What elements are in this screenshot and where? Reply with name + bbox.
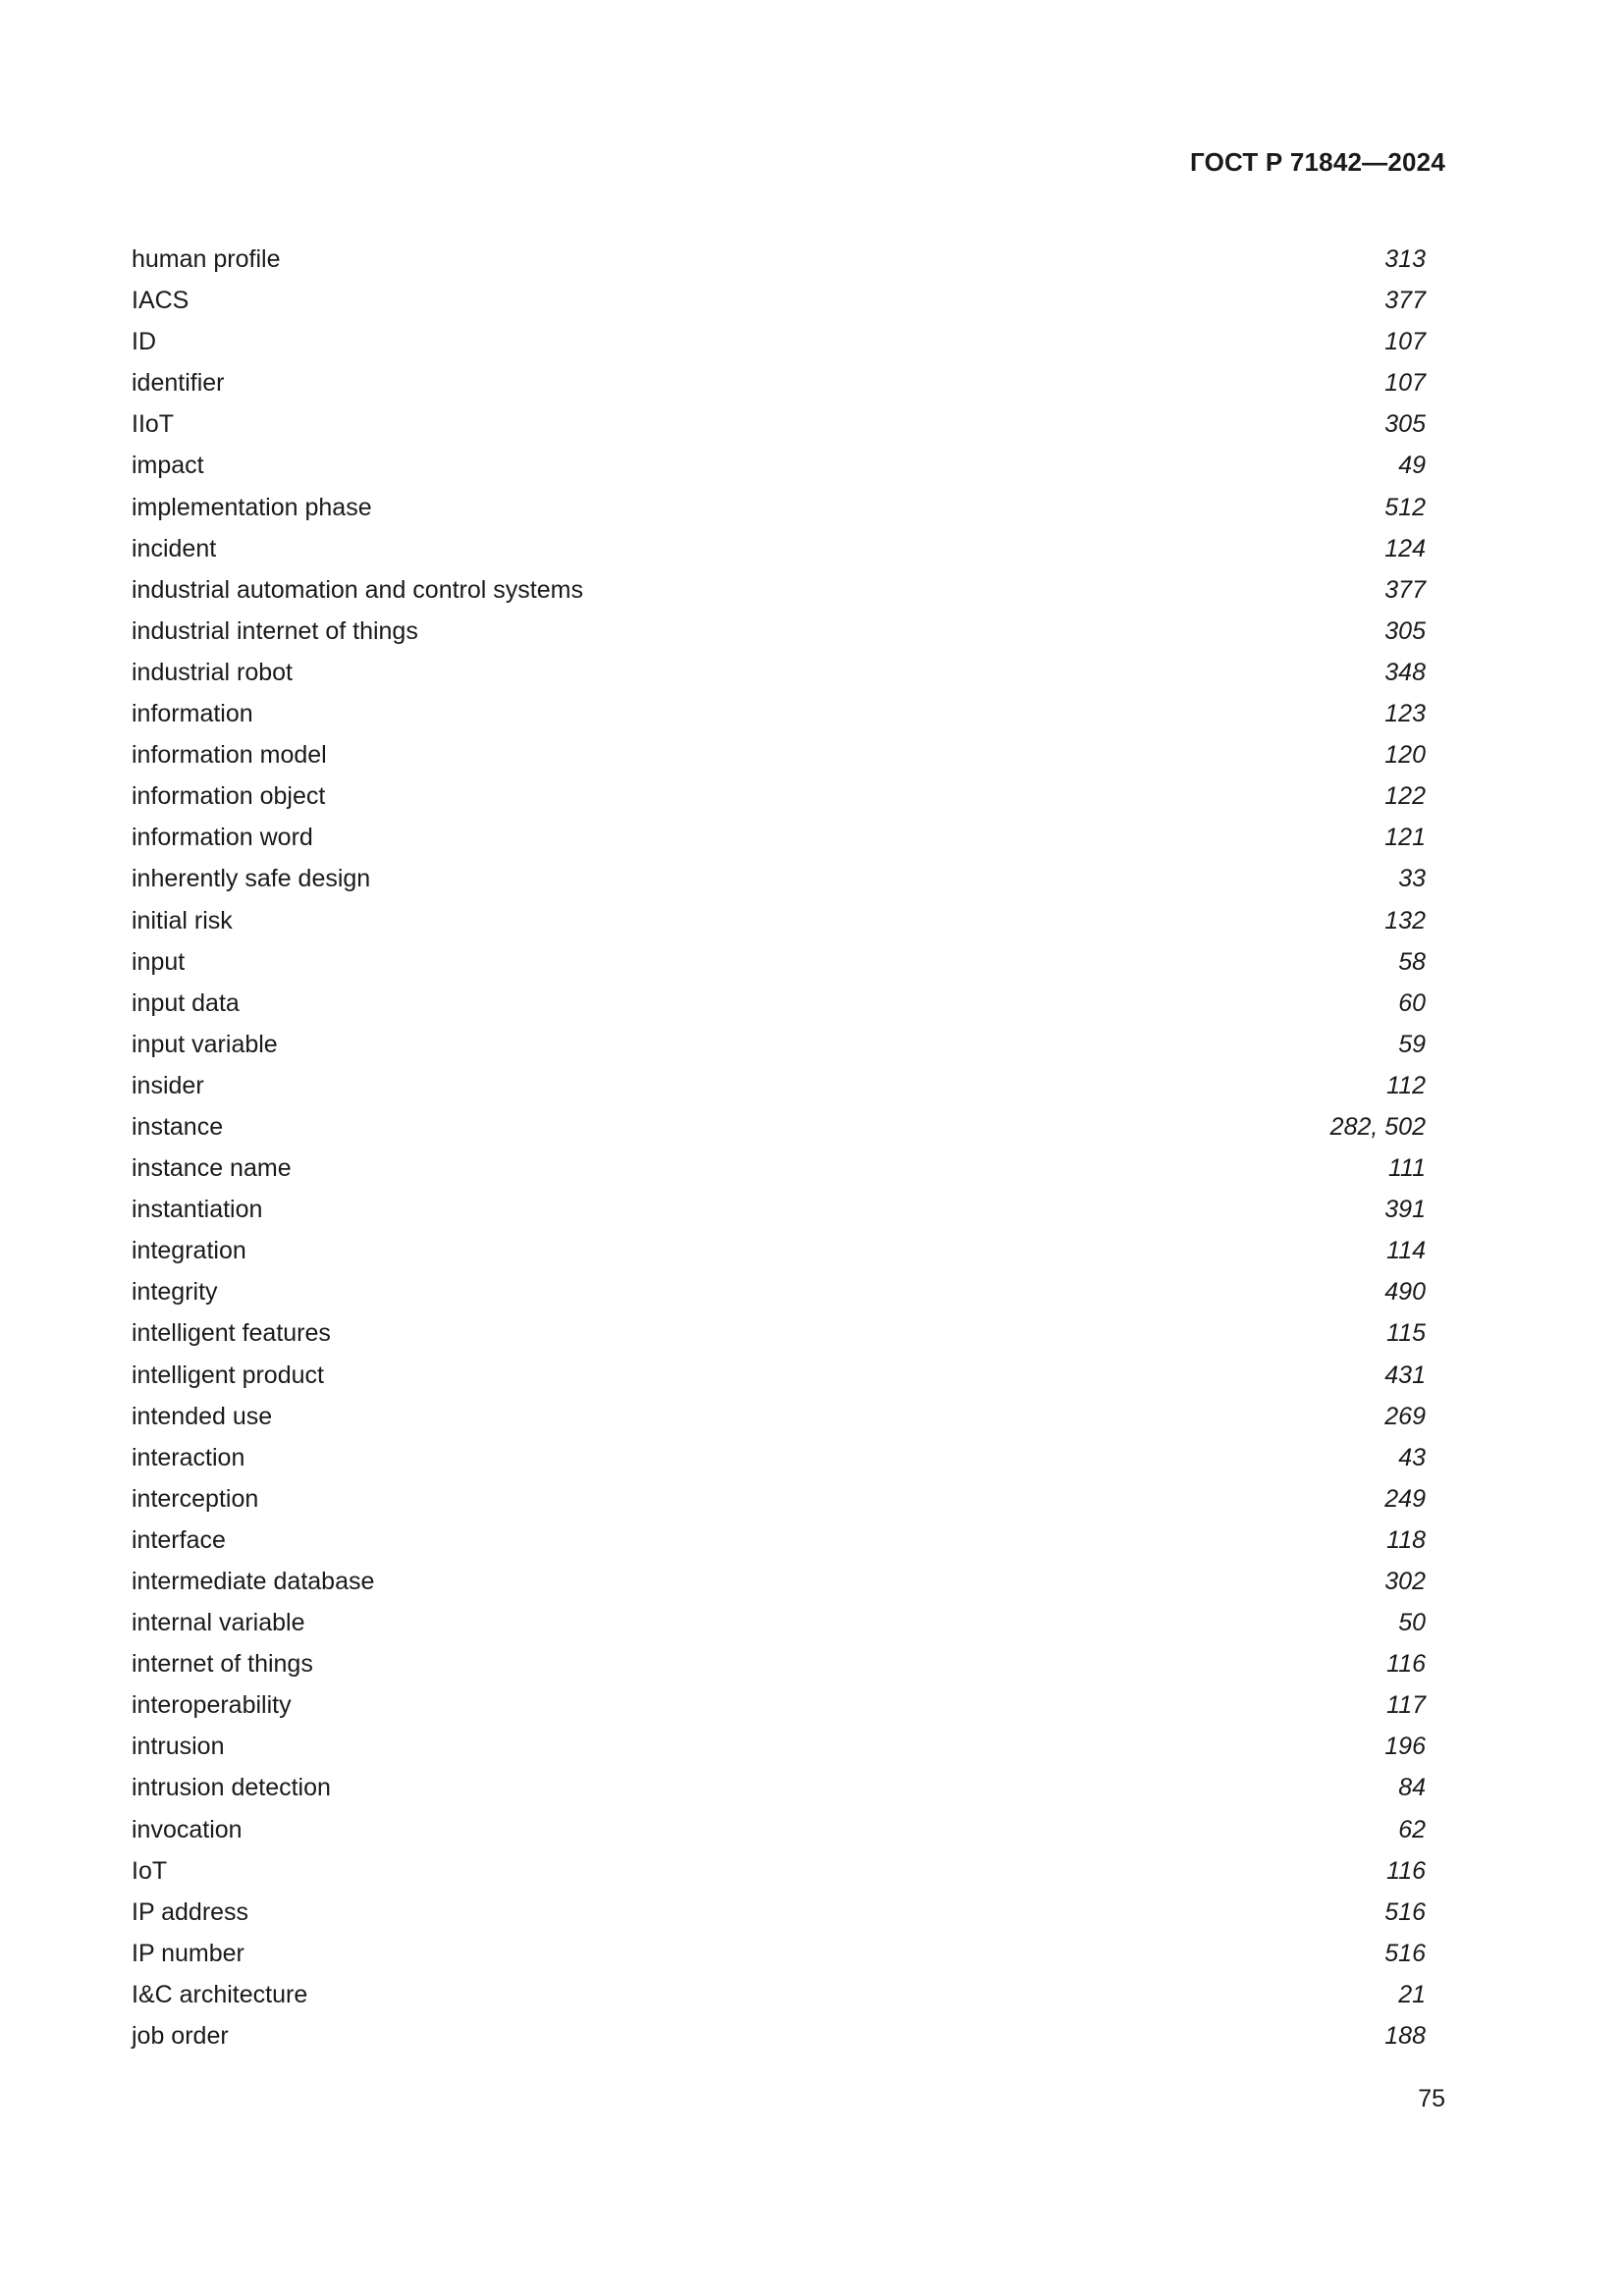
index-term: interoperability xyxy=(132,1691,292,1720)
index-term: IACS xyxy=(132,287,189,315)
index-term-reference: 112 xyxy=(1386,1071,1426,1099)
index-term-reference: 282, 502 xyxy=(1329,1112,1426,1141)
index-term-reference: 305 xyxy=(1384,410,1426,439)
index-entry xyxy=(132,1561,1426,1602)
index-term: IP address xyxy=(132,1897,249,1926)
index-term: IIoT xyxy=(132,410,175,439)
index-term: intended use xyxy=(132,1402,273,1430)
index-term: impact xyxy=(132,452,204,480)
index-term-reference: 33 xyxy=(1398,865,1426,893)
index-term: implementation phase xyxy=(132,493,372,521)
index-entry xyxy=(132,1809,1426,1850)
index-term: invocation xyxy=(132,1815,243,1843)
index-term: intrusion detection xyxy=(132,1774,331,1802)
index-term: integrity xyxy=(132,1278,218,1307)
index-term: interception xyxy=(132,1484,259,1513)
index-term: input xyxy=(132,947,186,976)
index-entry xyxy=(132,487,1426,528)
index-entry xyxy=(132,611,1426,652)
index-term-reference: 115 xyxy=(1386,1319,1426,1348)
index-entry xyxy=(132,362,1426,403)
index-term-reference: 313 xyxy=(1384,245,1426,273)
index-entry xyxy=(132,858,1426,899)
index-entry xyxy=(132,734,1426,775)
index-entry xyxy=(132,1230,1426,1271)
index-term: human profile xyxy=(132,245,281,273)
index-entry xyxy=(132,693,1426,734)
index-term-reference: 50 xyxy=(1398,1609,1426,1637)
index-term-reference: 117 xyxy=(1386,1691,1426,1720)
index-entry xyxy=(132,1974,1426,2015)
index-term: instance xyxy=(132,1112,224,1141)
index-term-reference: 84 xyxy=(1398,1774,1426,1802)
index-term-reference: 62 xyxy=(1398,1815,1426,1843)
index-term-reference: 377 xyxy=(1384,575,1426,604)
index-term-reference: 116 xyxy=(1386,1856,1426,1885)
index-term-reference: 59 xyxy=(1398,1030,1426,1058)
index-term-reference: 196 xyxy=(1384,1733,1426,1761)
index-entry xyxy=(132,1684,1426,1726)
index-term-reference: 124 xyxy=(1384,534,1426,562)
index-term-reference: 60 xyxy=(1398,988,1426,1017)
index-entry xyxy=(132,1271,1426,1312)
index-term: IoT xyxy=(132,1856,168,1885)
index-term: input data xyxy=(132,988,240,1017)
index-term: initial risk xyxy=(132,906,233,934)
index-term-reference: 120 xyxy=(1384,741,1426,770)
index-term-reference: 123 xyxy=(1384,700,1426,728)
index-term-reference: 490 xyxy=(1384,1278,1426,1307)
index-entry xyxy=(132,1892,1426,1933)
index-entry xyxy=(132,403,1426,445)
index-term-reference: 121 xyxy=(1384,824,1426,852)
index-term: IP number xyxy=(132,1939,244,1967)
index-term: interface xyxy=(132,1525,226,1554)
index-term-reference: 269 xyxy=(1384,1402,1426,1430)
index-term: industrial robot xyxy=(132,658,293,686)
index-term: internal variable xyxy=(132,1609,305,1637)
index-entry xyxy=(132,280,1426,321)
index-term-reference: 512 xyxy=(1384,493,1426,521)
index-term: industrial internet of things xyxy=(132,616,418,645)
index-term-reference: 132 xyxy=(1384,906,1426,934)
index-term-reference: 111 xyxy=(1387,1154,1426,1183)
index-term-reference: 43 xyxy=(1398,1443,1426,1471)
index-term: input variable xyxy=(132,1030,278,1058)
index-term-reference: 21 xyxy=(1398,1980,1426,2008)
index-term-reference: 302 xyxy=(1384,1568,1426,1595)
index-entry xyxy=(132,528,1426,569)
index-term-reference: 122 xyxy=(1384,782,1426,811)
index-term-reference: 118 xyxy=(1386,1525,1426,1554)
index-entry xyxy=(132,1396,1426,1437)
index-term: intelligent product xyxy=(132,1361,324,1389)
index-term: interaction xyxy=(132,1443,245,1471)
index-term-reference: 516 xyxy=(1384,1897,1426,1926)
index-entry xyxy=(132,321,1426,362)
index-term: inherently safe design xyxy=(132,865,371,893)
index-term-reference: 188 xyxy=(1384,2022,1426,2051)
index-entry xyxy=(132,1850,1426,1892)
index-entry xyxy=(132,817,1426,858)
index-term-reference: 305 xyxy=(1384,616,1426,645)
index-term: information xyxy=(132,700,253,728)
index-term-reference: 391 xyxy=(1384,1196,1426,1224)
index-term: incident xyxy=(132,534,217,562)
index-term-reference: 114 xyxy=(1386,1237,1426,1265)
index-term: identifier xyxy=(132,369,225,398)
index-term-reference: 58 xyxy=(1398,947,1426,976)
index-term-reference: 431 xyxy=(1384,1361,1426,1389)
index-term: I&C architecture xyxy=(132,1980,308,2008)
index-entry xyxy=(132,1355,1426,1396)
index-entry xyxy=(132,775,1426,817)
index-term: instantiation xyxy=(132,1196,263,1224)
index-entry xyxy=(132,1478,1426,1520)
index-entry xyxy=(132,1106,1426,1148)
index-entry xyxy=(132,1312,1426,1354)
index-term-reference: 107 xyxy=(1384,328,1426,356)
index-entry xyxy=(132,1602,1426,1643)
index-term-reference: 249 xyxy=(1384,1484,1426,1513)
index-term: information model xyxy=(132,741,327,770)
index-entry xyxy=(132,1437,1426,1478)
index-entry xyxy=(132,1024,1426,1065)
index-term: instance name xyxy=(132,1154,292,1183)
index-entry xyxy=(132,1520,1426,1561)
index-term-reference: 377 xyxy=(1384,287,1426,315)
index-term-reference: 116 xyxy=(1386,1650,1426,1679)
index-term: information word xyxy=(132,824,313,852)
index-entry xyxy=(132,1726,1426,1767)
index-term: industrial automation and control systems xyxy=(132,575,583,604)
index-entry xyxy=(132,569,1426,611)
index-entry xyxy=(132,445,1426,486)
index-term: intrusion xyxy=(132,1733,225,1761)
index-term-reference: 348 xyxy=(1384,658,1426,686)
document-standard-id: ГОСТ Р 71842—2024 xyxy=(1190,147,1445,177)
index-entry xyxy=(132,1148,1426,1189)
index-entry xyxy=(132,1643,1426,1684)
index-entry xyxy=(132,2015,1426,2056)
index-term-reference: 49 xyxy=(1398,452,1426,480)
index-entry xyxy=(132,1933,1426,1974)
index-term: information object xyxy=(132,782,326,811)
index-term: job order xyxy=(132,2022,229,2051)
index-term-reference: 516 xyxy=(1384,1939,1426,1967)
index-entry xyxy=(132,900,1426,941)
index-entry xyxy=(132,1189,1426,1230)
index-term-reference: 107 xyxy=(1384,369,1426,398)
index-term: internet of things xyxy=(132,1650,313,1679)
term-index-list xyxy=(132,239,1426,2056)
index-entry xyxy=(132,983,1426,1024)
index-entry xyxy=(132,1767,1426,1808)
index-term: intermediate database xyxy=(132,1568,375,1595)
index-entry xyxy=(132,652,1426,693)
index-term: intelligent features xyxy=(132,1319,331,1348)
index-term: insider xyxy=(132,1071,204,1099)
index-term: ID xyxy=(132,328,156,356)
index-entry xyxy=(132,1065,1426,1106)
index-entry xyxy=(132,941,1426,983)
index-entry xyxy=(132,239,1426,280)
index-term: integration xyxy=(132,1237,246,1265)
page-number: 75 xyxy=(1418,2085,1445,2112)
